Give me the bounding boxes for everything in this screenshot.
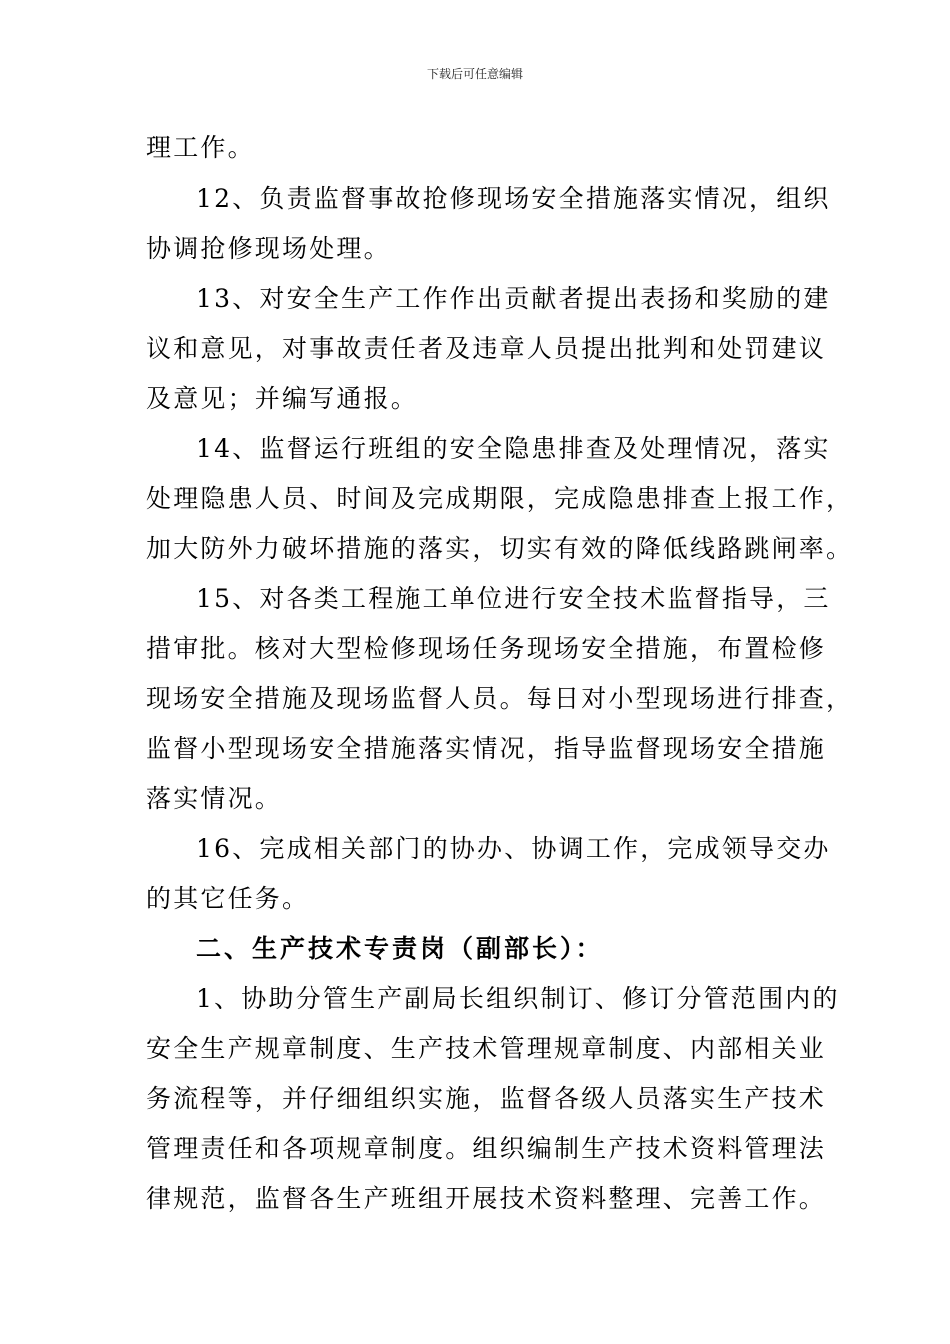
text-line: 安全生产规章制度、生产技术管理规章制度、内部相关业 — [146, 1034, 827, 1063]
text-line: 协调抢修现场处理。 — [146, 234, 391, 263]
page-header-note: 下载后可任意编辑 — [426, 67, 523, 81]
text-line: 落实情况。 — [146, 784, 283, 813]
section-heading: 二、生产技术专责岗（副部长）： — [196, 934, 604, 963]
text-line: 措审批。核对大型检修现场任务现场安全措施，布置检修 — [146, 634, 827, 663]
text-line: 现场安全措施及现场监督人员。每日对小型现场进行排查， — [146, 684, 854, 713]
text-line: 监督小型现场安全措施落实情况，指导监督现场安全措施 — [146, 734, 827, 763]
text-line: 15、对各类工程施工单位进行安全技术监督指导，三 — [196, 584, 831, 613]
text-line: 理工作。 — [146, 133, 255, 162]
text-line: 的其它任务。 — [146, 884, 310, 913]
text-line: 律规范，监督各生产班组开展技术资料整理、完善工作。 — [146, 1184, 827, 1213]
text-line: 14、监督运行班组的安全隐患排查及处理情况，落实 — [196, 434, 831, 463]
text-line: 12、负责监督事故抢修现场安全措施落实情况，组织 — [196, 184, 831, 213]
text-line: 务流程等，并仔细组织实施，监督各级人员落实生产技术 — [146, 1084, 827, 1113]
text-line: 16、完成相关部门的协办、协调工作，完成领导交办 — [196, 834, 831, 863]
text-line: 13、对安全生产工作作出贡献者提出表扬和奖励的建 — [196, 284, 831, 313]
text-line: 处理隐患人员、时间及完成期限，完成隐患排查上报工作， — [146, 484, 854, 513]
text-line: 议和意见，对事故责任者及违章人员提出批判和处罚建议 — [146, 334, 827, 363]
text-line: 及意见；并编写通报。 — [146, 384, 419, 413]
text-line: 管理责任和各项规章制度。组织编制生产技术资料管理法 — [146, 1134, 827, 1163]
text-line: 加大防外力破坏措施的落实，切实有效的降低线路跳闸率。 — [146, 534, 854, 563]
text-line: 1、协助分管生产副局长组织制订、修订分管范围内的 — [196, 984, 840, 1013]
